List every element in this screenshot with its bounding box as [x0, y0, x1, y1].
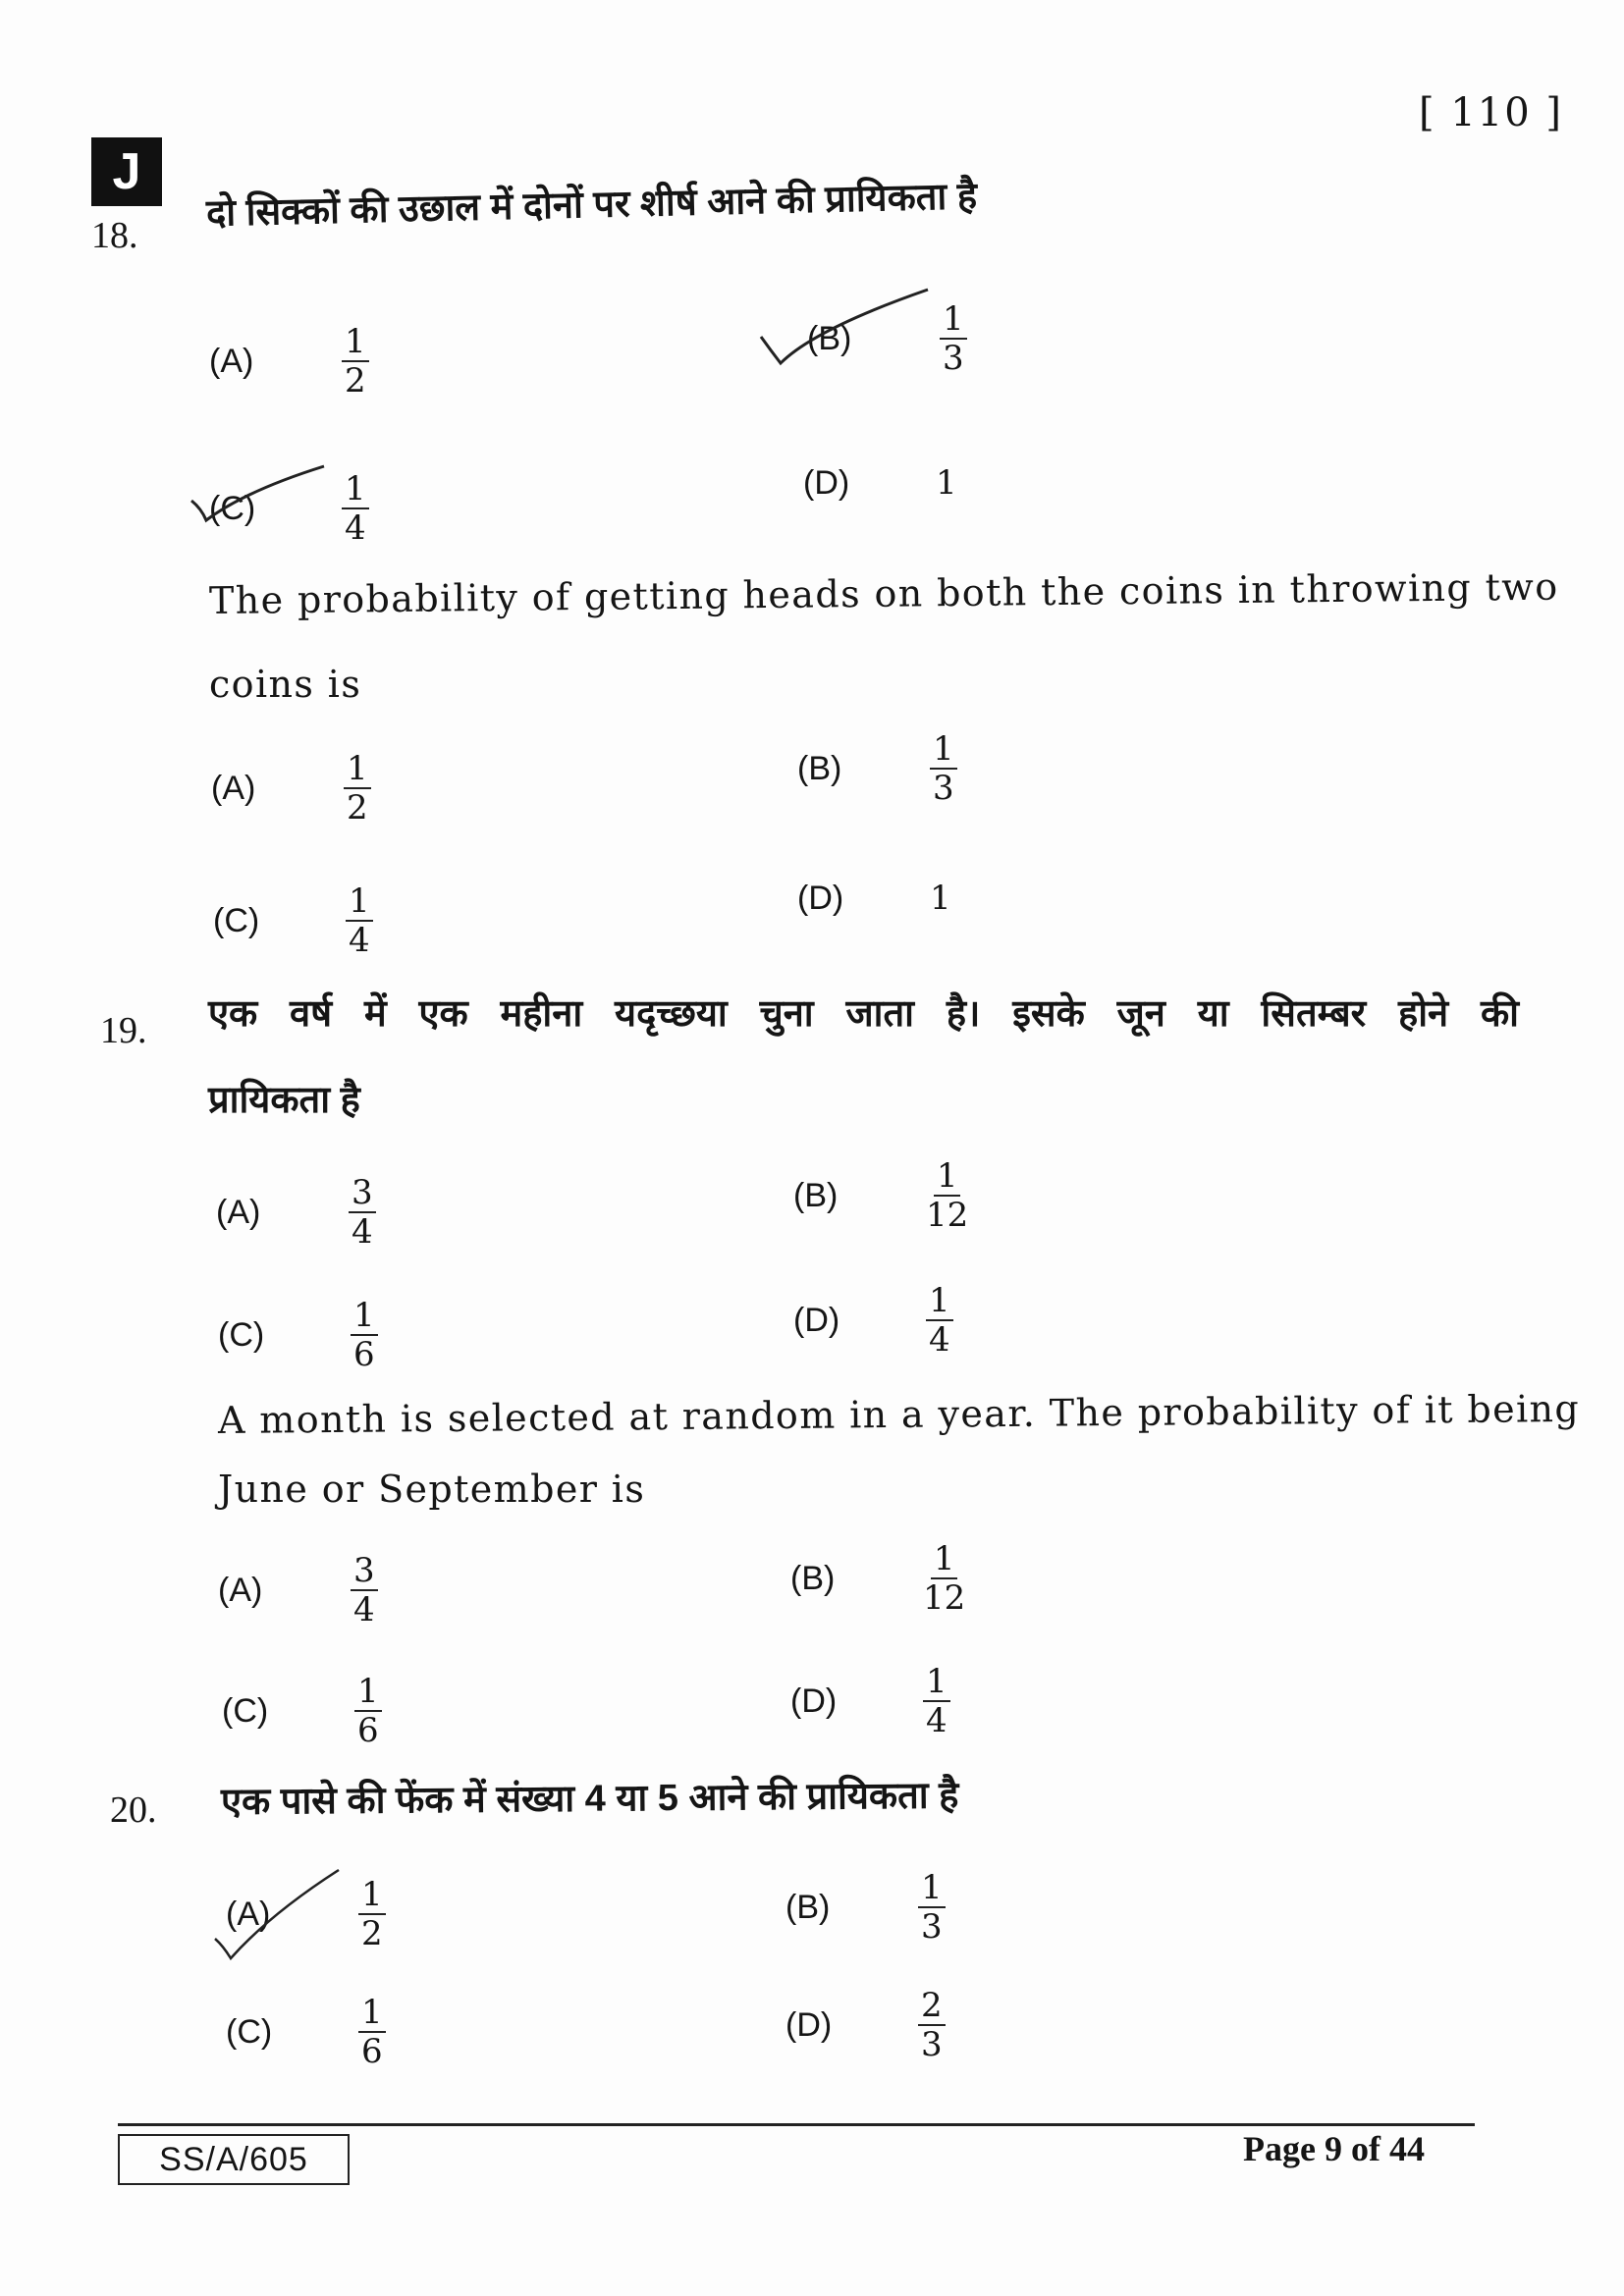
fraction: $\frac{1}{6}$ [351, 1297, 378, 1373]
fraction: $\frac{1}{4}$ [923, 1663, 950, 1739]
option-d[interactable] [790, 1662, 950, 1740]
handwritten-tick-icon [187, 461, 334, 530]
question-number: 18. [91, 215, 138, 256]
option-a[interactable] [218, 1551, 378, 1629]
fraction: $\frac{1}{2}$ [358, 1876, 386, 1952]
option-value: 1 [930, 879, 951, 918]
option-label: (A) [218, 1571, 263, 1609]
fraction: $\frac{1}{3}$ [930, 730, 957, 807]
option-c[interactable] [218, 1296, 378, 1374]
fraction: $\frac{1}{6}$ [358, 1994, 386, 2070]
option-label: (D) [793, 1301, 840, 1339]
fraction: $\frac{1}{3}$ [940, 300, 967, 377]
option-a[interactable] [209, 322, 369, 400]
page-number: Page 9 of 44 [1243, 2129, 1425, 2168]
question-text-english: coins is [209, 663, 362, 706]
fraction: $\frac{2}{3}$ [918, 1987, 946, 2063]
option-label: (A) [211, 769, 256, 807]
set-code-badge: J [91, 137, 162, 206]
fraction: $\frac{1}{4}$ [342, 470, 369, 547]
fraction: $\frac{1}{4}$ [346, 882, 373, 959]
question-text-english: The probability of getting heads on both the coins in throwing two [208, 564, 1559, 622]
option-label: (A) [216, 1193, 261, 1231]
option-a[interactable] [211, 749, 371, 828]
option-d[interactable] [785, 1986, 946, 2064]
option-b[interactable] [793, 1156, 968, 1235]
question-text-hindi: एक पासे की फेंक में संख्या 4 या 5 आने की प्रायिकता है [220, 1775, 959, 1823]
fraction: $\frac{3}{4}$ [349, 1174, 376, 1251]
option-label: (B) [807, 319, 852, 357]
footer-divider [118, 2123, 1475, 2126]
option-b[interactable] [790, 1539, 965, 1618]
question-number: 20. [110, 1789, 157, 1831]
option-d[interactable] [803, 444, 957, 522]
fraction: $\frac{1}{12}$ [926, 1156, 969, 1235]
question-text-hindi: एक वर्ष में एक महीना यदृच्छया चुना जाता है। इसके जून या सितम्बर होने की [208, 993, 1519, 1035]
option-d[interactable] [797, 859, 951, 937]
handwritten-tick-icon [756, 290, 952, 368]
option-a[interactable] [216, 1173, 376, 1252]
fraction: $\frac{1}{4}$ [926, 1282, 953, 1359]
option-b[interactable] [785, 1868, 946, 1947]
option-c[interactable] [226, 1993, 386, 2071]
option-label: (D) [790, 1682, 838, 1720]
option-label: (C) [222, 1691, 269, 1730]
option-d[interactable] [793, 1281, 953, 1360]
option-label: (C) [218, 1315, 265, 1354]
option-label: (C) [209, 489, 256, 527]
fraction: $\frac{1}{3}$ [918, 1869, 946, 1946]
question-text-english: A month is selected at random in a year. The probability of it being [217, 1386, 1581, 1442]
fraction: $\frac{1}{2}$ [342, 323, 369, 400]
option-value: 1 [936, 463, 957, 503]
question-text-hindi: प्रायिकता है [208, 1080, 360, 1121]
fraction: $\frac{1}{12}$ [923, 1539, 966, 1618]
question-text-hindi: दो सिक्कों की उछाल में दोनों पर शीर्ष आने की प्रायिकता है [205, 176, 978, 235]
fraction: $\frac{1}{2}$ [344, 750, 371, 827]
option-label: (D) [785, 2005, 833, 2044]
option-label: (A) [226, 1895, 271, 1933]
handwritten-tick-icon [211, 1865, 349, 1963]
option-label: (D) [797, 879, 844, 917]
option-c[interactable] [213, 881, 373, 960]
option-label: (B) [793, 1176, 839, 1214]
paper-code: SS/A/605 [118, 2134, 350, 2185]
fraction: $\frac{1}{6}$ [354, 1673, 382, 1749]
option-label: (B) [785, 1888, 831, 1926]
option-label: (B) [790, 1559, 836, 1597]
option-label: (B) [797, 749, 842, 787]
question-number: 19. [100, 1010, 147, 1051]
option-c[interactable] [222, 1672, 382, 1750]
option-label: (A) [209, 342, 254, 380]
page-marker: [ 110 ] [1419, 90, 1563, 135]
option-label: (C) [213, 901, 260, 939]
option-b[interactable] [797, 729, 957, 808]
option-label: (C) [226, 2012, 273, 2051]
option-label: (D) [803, 463, 850, 502]
fraction: $\frac{3}{4}$ [351, 1552, 378, 1629]
question-text-english: June or September is [218, 1468, 646, 1511]
